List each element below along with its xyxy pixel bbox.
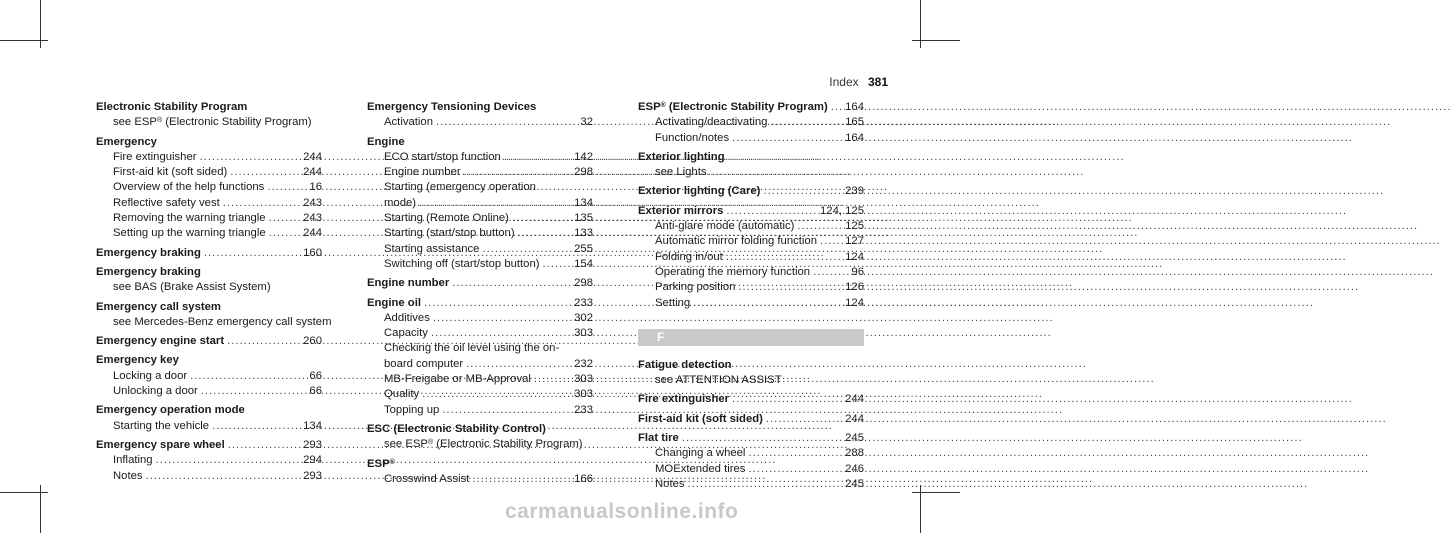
entry-subitem-text: see BAS (Brake Assist System) bbox=[113, 281, 271, 294]
page-ref: 294 bbox=[303, 454, 322, 467]
entry-subitem bbox=[96, 280, 322, 295]
index-entry bbox=[638, 184, 864, 199]
entry-subitem bbox=[96, 419, 322, 434]
page-ref: 66 bbox=[309, 369, 322, 382]
index-entry bbox=[96, 246, 322, 261]
entry-subitem-text: Starting (start/stop button) bbox=[384, 227, 515, 240]
page-ref: 303 bbox=[574, 373, 593, 386]
entry-subitem bbox=[367, 311, 593, 326]
page-ref: 125 bbox=[845, 220, 864, 233]
entry-heading-text: Emergency braking bbox=[96, 246, 201, 259]
entry-heading bbox=[96, 438, 322, 453]
entry-heading bbox=[638, 358, 864, 373]
page-ref: 134 bbox=[574, 196, 593, 209]
leader-dots bbox=[732, 392, 842, 407]
leader-dots bbox=[269, 226, 301, 241]
page-ref: 166 bbox=[574, 472, 593, 485]
entry-subitem-text: Locking a door bbox=[113, 369, 188, 382]
entry-subitem-text: see ESP® (Electronic Stability Program) bbox=[384, 438, 583, 451]
page-ref: 232 bbox=[574, 357, 593, 370]
entry-subitem bbox=[96, 150, 322, 165]
entry-heading-text: ESP® bbox=[367, 457, 395, 470]
entry-heading bbox=[367, 135, 593, 150]
entry-subitem-text: see ATTENTION ASSIST bbox=[655, 374, 782, 387]
entry-subitem-text: Parking position bbox=[655, 281, 736, 294]
entry-heading bbox=[367, 100, 593, 115]
entry-subitem-text: Unlocking a door bbox=[113, 385, 198, 398]
entry-heading-text: Emergency spare wheel bbox=[96, 438, 225, 451]
leader-dots bbox=[212, 419, 300, 434]
index-entry bbox=[96, 265, 322, 296]
page-ref: 233 bbox=[574, 296, 593, 309]
entry-subitem bbox=[96, 315, 332, 330]
page-ref: 164 bbox=[845, 131, 864, 144]
leader-dots bbox=[223, 196, 300, 211]
entry-subitem-text: Inflating bbox=[113, 454, 153, 467]
entry-subitem bbox=[96, 453, 322, 468]
entry-subitem bbox=[367, 211, 593, 226]
page-ref: 243 bbox=[303, 196, 322, 209]
leader-dots bbox=[436, 115, 577, 130]
index-column-3 bbox=[638, 100, 864, 496]
leader-dots bbox=[770, 115, 842, 130]
crop-mark bbox=[0, 40, 48, 41]
entry-subitem bbox=[96, 115, 322, 130]
page-ref: 244 bbox=[845, 393, 864, 406]
leader-dots bbox=[518, 226, 572, 241]
leader-dots bbox=[763, 184, 842, 199]
leader-dots bbox=[201, 384, 307, 399]
entry-subitem-text: Anti-glare mode (automatic) bbox=[655, 220, 795, 233]
entry-subitem-text: First-aid kit (soft sided) bbox=[113, 166, 228, 179]
page-ref: 298 bbox=[574, 166, 593, 179]
entry-heading-text: Emergency Tensioning Devices bbox=[367, 101, 537, 113]
entry-subitem bbox=[367, 437, 593, 452]
leader-dots bbox=[738, 280, 842, 295]
entry-subitem bbox=[367, 257, 593, 272]
entry-heading bbox=[96, 135, 322, 150]
entry-subitem bbox=[367, 472, 593, 487]
header-label: Index bbox=[829, 75, 859, 89]
entry-subitem-text: Checking the oil level using the on- bbox=[384, 342, 560, 355]
entry-subitem bbox=[638, 462, 864, 477]
page-ref: 124 bbox=[845, 250, 864, 263]
entry-heading-text: Electronic Stability Program bbox=[96, 101, 248, 113]
leader-dots bbox=[230, 165, 300, 180]
leader-dots bbox=[464, 165, 572, 180]
entry-subitem bbox=[96, 369, 322, 384]
entry-subitem-text: Starting (Remote Online) bbox=[384, 212, 509, 225]
page-ref: 160 bbox=[303, 246, 322, 259]
entry-subitem bbox=[96, 165, 322, 180]
entry-subitem-text: Starting assistance bbox=[384, 242, 480, 255]
leader-dots bbox=[732, 131, 842, 146]
leader-dots bbox=[472, 472, 571, 487]
entry-subitem bbox=[638, 373, 864, 388]
entry-subitem bbox=[367, 242, 593, 257]
index-entry bbox=[367, 296, 593, 418]
leader-dots bbox=[200, 150, 301, 165]
leader-dots bbox=[748, 446, 842, 461]
entry-subitem-text: board computer bbox=[384, 357, 464, 370]
entry-subitem-text: Topping up bbox=[384, 403, 440, 416]
entry-subitem-text: Reflective safety vest bbox=[113, 196, 220, 209]
entry-subitem bbox=[96, 180, 322, 195]
page-ref: 164 bbox=[845, 101, 864, 113]
entry-heading-text: Engine number bbox=[367, 277, 450, 290]
entry-subitem bbox=[367, 150, 593, 165]
watermark: carmanualsonline.info bbox=[505, 500, 739, 523]
leader-dots bbox=[422, 387, 571, 402]
entry-subitem bbox=[638, 115, 864, 130]
entry-heading-text: Exterior lighting (Care) bbox=[638, 185, 761, 198]
entry-heading bbox=[638, 412, 864, 427]
leader-dots bbox=[534, 372, 571, 387]
index-entry bbox=[638, 100, 864, 146]
leader-dots bbox=[504, 150, 571, 165]
index-entry bbox=[638, 204, 864, 311]
leader-dots bbox=[512, 211, 571, 226]
entry-heading bbox=[367, 457, 593, 472]
entry-heading-text: Exterior lighting bbox=[638, 150, 725, 163]
entry-subitem-text: Automatic mirror folding function bbox=[655, 235, 817, 248]
entry-subitem-text: Changing a wheel bbox=[655, 447, 746, 460]
entry-subitem bbox=[638, 265, 864, 280]
entry-heading-text: Engine bbox=[367, 135, 405, 148]
entry-heading-text: Engine oil bbox=[367, 296, 421, 309]
entry-heading bbox=[367, 422, 593, 437]
page-ref: 127 bbox=[845, 235, 864, 248]
entry-subitem-text: Folding in/out bbox=[655, 250, 723, 263]
page-ref: 233 bbox=[574, 403, 593, 416]
entry-subitem bbox=[638, 165, 864, 180]
leader-dots bbox=[682, 431, 842, 446]
leader-dots bbox=[419, 196, 571, 211]
entry-subitem bbox=[96, 226, 322, 241]
entry-subitem-text: ECO start/stop function bbox=[384, 150, 501, 163]
entry-subitem-text: Activating/deactivating bbox=[655, 116, 768, 129]
entry-subitem bbox=[367, 357, 593, 372]
entry-subitem bbox=[638, 219, 864, 234]
leader-dots bbox=[726, 204, 817, 219]
page-ref: 165 bbox=[845, 116, 864, 129]
entry-subitem bbox=[96, 469, 322, 484]
page-header bbox=[829, 75, 888, 89]
page-ref: 66 bbox=[309, 385, 322, 398]
leader-dots bbox=[466, 357, 571, 372]
page-ref: 126 bbox=[845, 281, 864, 294]
page-ref: 135 bbox=[574, 212, 593, 225]
leader-dots bbox=[156, 453, 301, 468]
entry-heading-text: Emergency operation mode bbox=[96, 404, 245, 417]
page-ref: 255 bbox=[574, 242, 593, 255]
page-ref: 244 bbox=[303, 227, 322, 240]
entry-subitem-text: mode) bbox=[384, 196, 417, 209]
page-ref: 133 bbox=[574, 227, 593, 240]
entry-heading bbox=[96, 300, 322, 315]
entry-subitem-text: MOExtended tires bbox=[655, 462, 746, 475]
leader-dots bbox=[831, 100, 842, 115]
leader-dots bbox=[820, 234, 842, 249]
entry-heading bbox=[96, 403, 322, 418]
page-ref: 32 bbox=[580, 116, 593, 129]
entry-subitem-text: Starting (emergency operation bbox=[384, 181, 536, 194]
entry-heading bbox=[638, 392, 864, 407]
leader-dots bbox=[269, 211, 301, 226]
entry-subitem bbox=[367, 165, 593, 180]
entry-subitem bbox=[638, 280, 864, 295]
section-letter-bar: F bbox=[638, 329, 864, 346]
entry-subitem bbox=[367, 326, 593, 341]
page-ref: 246 bbox=[845, 462, 864, 475]
entry-subitem bbox=[638, 234, 864, 249]
entry-heading bbox=[638, 100, 864, 115]
entry-heading bbox=[367, 276, 593, 291]
page-ref: 243 bbox=[303, 212, 322, 225]
leader-dots bbox=[267, 180, 306, 195]
entry-subitem bbox=[367, 115, 593, 130]
index-entry bbox=[96, 403, 322, 434]
entry-heading bbox=[96, 100, 322, 115]
leader-dots bbox=[228, 438, 300, 453]
entry-subitem-text: see Mercedes-Benz emergency call system bbox=[113, 315, 332, 328]
entry-subitem-text: Setting up the warning triangle bbox=[113, 227, 266, 240]
page-ref: 124 bbox=[845, 296, 864, 309]
entry-subitem-text: see ESP® (Electronic Stability Program) bbox=[113, 116, 312, 129]
index-entry bbox=[638, 412, 864, 427]
entry-heading bbox=[638, 184, 864, 199]
index-entry bbox=[96, 300, 332, 331]
leader-dots bbox=[693, 296, 842, 311]
entry-heading-text: Fire extinguisher bbox=[638, 393, 730, 406]
index-entry bbox=[367, 422, 593, 453]
leader-dots bbox=[424, 296, 571, 311]
leader-dots bbox=[431, 326, 571, 341]
entry-subitem bbox=[367, 180, 593, 195]
leader-dots bbox=[797, 219, 842, 234]
entry-subitem-text: Starting the vehicle bbox=[113, 419, 210, 432]
index-entry bbox=[367, 457, 593, 488]
index-entry bbox=[96, 100, 322, 131]
leader-dots bbox=[452, 276, 571, 291]
leader-dots bbox=[766, 412, 842, 427]
crop-mark bbox=[912, 40, 960, 41]
index-entry bbox=[638, 392, 864, 407]
index-entry bbox=[96, 135, 322, 242]
leader-dots bbox=[442, 403, 571, 418]
entry-subitem bbox=[638, 131, 864, 146]
page-ref: 16 bbox=[309, 181, 322, 194]
entry-heading bbox=[638, 431, 864, 446]
entry-subitem bbox=[96, 211, 322, 226]
index-entry bbox=[96, 353, 322, 399]
entry-heading-text: Flat tire bbox=[638, 432, 679, 445]
entry-subitem bbox=[367, 387, 593, 402]
page-ref: 245 bbox=[845, 432, 864, 445]
entry-subitem-text: Notes bbox=[113, 469, 143, 482]
leader-dots bbox=[146, 469, 301, 484]
entry-heading-text: First-aid kit (soft sided) bbox=[638, 412, 763, 425]
index-column-2 bbox=[367, 100, 593, 491]
entry-heading-text: Emergency call system bbox=[96, 300, 221, 313]
index-entry bbox=[96, 334, 322, 349]
index-entry bbox=[367, 135, 593, 273]
entry-subitem bbox=[367, 226, 593, 241]
page-number: 381 bbox=[867, 75, 888, 89]
entry-subitem-text: Switching off (start/stop button) bbox=[384, 257, 540, 270]
page-ref: 302 bbox=[574, 311, 593, 324]
page-ref: 303 bbox=[574, 327, 593, 340]
entry-heading-text: ESC (Electronic Stability Control) bbox=[367, 422, 546, 435]
page-ref: 245 bbox=[845, 477, 864, 490]
entry-subitem-text: Fire extinguisher bbox=[113, 150, 197, 163]
page-ref: 244 bbox=[303, 166, 322, 179]
leader-dots bbox=[482, 242, 571, 257]
entry-subitem bbox=[367, 403, 593, 418]
leader-dots bbox=[748, 462, 842, 477]
crop-mark bbox=[912, 492, 960, 493]
entry-heading-text: Emergency key bbox=[96, 354, 179, 367]
entry-heading bbox=[367, 296, 593, 311]
entry-subitem bbox=[638, 446, 864, 461]
entry-subitem bbox=[367, 341, 593, 356]
entry-subitem-text: Capacity bbox=[384, 327, 428, 340]
page-ref: 244 bbox=[845, 412, 864, 425]
page-ref: 142 bbox=[574, 150, 593, 163]
entry-subitem-text: Crosswind Assist bbox=[384, 472, 470, 485]
entry-subitem bbox=[96, 384, 322, 399]
entry-subitem bbox=[367, 372, 593, 387]
page-ref: 303 bbox=[574, 388, 593, 401]
entry-subitem-text: Additives bbox=[384, 311, 430, 324]
entry-heading-text: Exterior mirrors bbox=[638, 204, 724, 217]
leader-dots bbox=[433, 311, 571, 326]
entry-subitem bbox=[96, 196, 322, 211]
entry-subitem-text: Setting bbox=[655, 296, 691, 309]
leader-dots bbox=[190, 369, 306, 384]
index-entry bbox=[638, 431, 864, 492]
page-ref: 260 bbox=[303, 335, 322, 348]
entry-subitem-text: Notes bbox=[655, 477, 685, 490]
index-entry bbox=[638, 358, 864, 389]
entry-subitem-text: Activation bbox=[384, 116, 433, 129]
entry-heading bbox=[96, 246, 322, 261]
index-entry bbox=[638, 150, 864, 181]
leader-dots bbox=[543, 257, 572, 272]
page-ref: 239 bbox=[845, 185, 864, 198]
entry-subitem-text: see Lights bbox=[655, 166, 707, 179]
entry-subitem-text: MB-Freigabe or MB-Approval bbox=[384, 373, 531, 386]
entry-subitem-text: Operating the memory function bbox=[655, 265, 811, 278]
entry-heading-text: Emergency engine start bbox=[96, 335, 225, 348]
entry-heading-text: ESP® (Electronic Stability Program) bbox=[638, 101, 828, 113]
entry-subitem bbox=[638, 296, 864, 311]
entry-heading bbox=[96, 265, 322, 280]
entry-heading-text: Emergency bbox=[96, 135, 157, 148]
index-entry bbox=[96, 438, 322, 484]
entry-subitem-text: Engine number bbox=[384, 166, 461, 179]
page-ref: 96 bbox=[851, 265, 864, 278]
page-ref: 293 bbox=[303, 469, 322, 482]
entry-heading bbox=[638, 150, 864, 165]
leader-dots bbox=[227, 334, 300, 349]
leader-dots bbox=[813, 265, 848, 280]
entry-heading bbox=[96, 334, 322, 349]
page-ref: 288 bbox=[845, 447, 864, 460]
index-entry bbox=[367, 276, 593, 291]
page-ref: 298 bbox=[574, 277, 593, 290]
leader-dots bbox=[204, 246, 300, 261]
entry-heading-text: Emergency braking bbox=[96, 265, 201, 278]
entry-heading-text: Fatigue detection bbox=[638, 358, 732, 371]
entry-subitem bbox=[638, 477, 864, 492]
page-ref: 244 bbox=[303, 150, 322, 163]
leader-dots bbox=[726, 250, 842, 265]
index-entry bbox=[367, 100, 593, 131]
page-ref: 293 bbox=[303, 438, 322, 451]
entry-subitem-text: Removing the warning triangle bbox=[113, 212, 266, 225]
entry-subitem-text: Overview of the help functions bbox=[113, 181, 265, 194]
page-ref: 124, 125 bbox=[820, 204, 864, 217]
index-column-1 bbox=[96, 100, 332, 488]
entry-subitem-text: Function/notes bbox=[655, 131, 730, 144]
entry-heading bbox=[638, 204, 864, 219]
entry-heading bbox=[96, 353, 322, 368]
page-ref: 134 bbox=[303, 419, 322, 432]
entry-subitem-text: Quality bbox=[384, 388, 420, 401]
page-ref: 154 bbox=[574, 257, 593, 270]
leader-dots bbox=[688, 477, 843, 492]
entry-subitem bbox=[638, 250, 864, 265]
crop-mark bbox=[0, 492, 48, 493]
entry-subitem bbox=[367, 196, 593, 211]
